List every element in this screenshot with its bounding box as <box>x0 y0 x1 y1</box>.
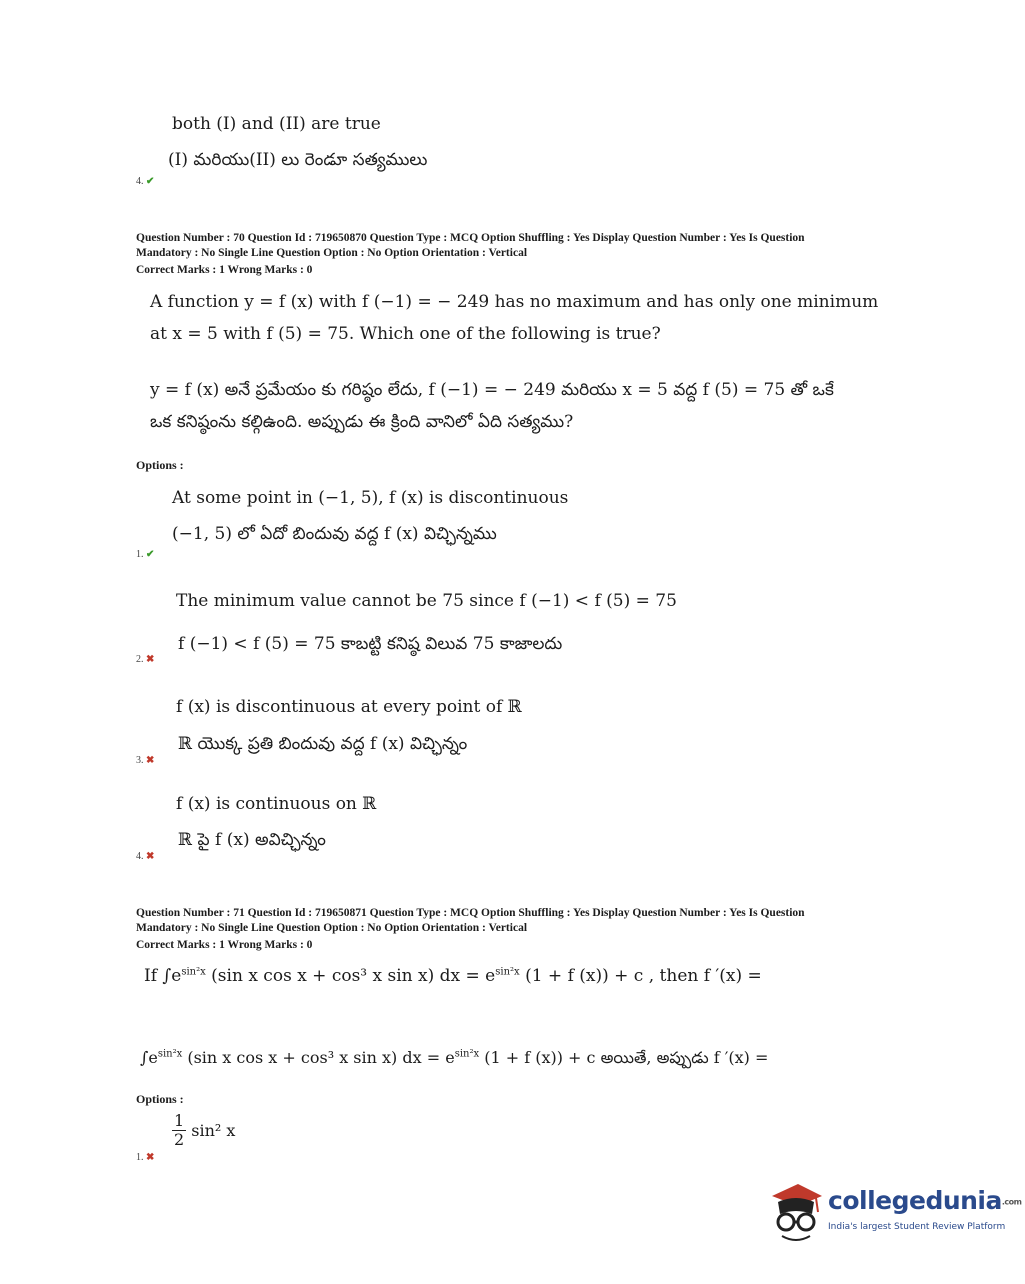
exponent: sin²x <box>454 1048 480 1060</box>
option-2-english: The minimum value cannot be 75 since f (−1) < f (5) = 75 <box>176 591 677 611</box>
wrong-cross-icon: ✖ <box>146 755 155 766</box>
option-4-telugu: ℝ పై f (x) అవిచ్ఛిన్నం <box>178 830 326 850</box>
integral-expression: ∫e <box>162 966 182 986</box>
option-expression: sin² x <box>191 1121 236 1140</box>
options-label: Options : <box>136 458 184 472</box>
option-1-english: At some point in (−1, 5), f (x) is discontinuous <box>172 488 569 508</box>
question-71-text-english <box>144 966 762 986</box>
option-4-marker <box>136 851 154 862</box>
option-3-marker <box>136 755 154 766</box>
question-71-text-telugu <box>140 1048 768 1071</box>
integral-expression: ∫e <box>140 1048 158 1067</box>
option-3-telugu: ℝ యొక్క ప్రతి బిందువు వద్ద f (x) విచ్ఛిన్నం <box>178 734 468 754</box>
option-number: 3. <box>136 755 144 766</box>
logo-suffix: .com <box>1001 1197 1022 1207</box>
question-line: A function y = f (x) with f (−1) = − 249 has no maximum and has only one minimum <box>150 292 879 312</box>
option-number: 2. <box>136 654 144 665</box>
meta-line: Question Number : 71 Question Id : 719650871 Question Type : MCQ Option Shuffling : Yes Display Question Number : Yes Is Question <box>136 907 805 919</box>
exponent: sin²x <box>495 966 520 978</box>
question-line: y = f (x) అనే ప్రమేయం కు గరిష్ఠం లేదు, f (−1) = − 249 మరియు x = 5 వద్ద f (5) = 75 తో ఒకే <box>150 380 834 400</box>
question-71-meta <box>136 906 896 953</box>
collegedunia-logo <box>766 1176 1022 1246</box>
option-2-marker <box>136 654 154 665</box>
mascot-icon <box>766 1178 824 1244</box>
option-number: 1. <box>136 1152 144 1163</box>
option-4-english: f (x) is continuous on ℝ <box>176 794 377 814</box>
q71-option-1-marker <box>136 1152 154 1163</box>
q71-option-1 <box>172 1112 235 1149</box>
logo-name: collegedunia <box>828 1186 1002 1215</box>
fraction <box>172 1112 186 1149</box>
meta-line: Mandatory : No Single Line Question Option : No Option Orientation : Vertical <box>136 247 528 259</box>
options-label: Options : <box>136 1092 184 1106</box>
numerator: 1 <box>174 1111 185 1130</box>
option-number: 4. <box>136 851 144 862</box>
question-line: ఒక కనిష్ఠంను కల్గిఉంది. అప్పుడు ఈ క్రింది వానిలో ఏది సత్యము? <box>150 412 574 432</box>
option-2-telugu: f (−1) < f (5) = 75 కాబట్టి కనిష్ఠ విలువ 75 కాజాలదు <box>178 634 563 654</box>
meta-line: Correct Marks : 1 Wrong Marks : 0 <box>136 939 313 951</box>
wrong-cross-icon: ✖ <box>146 654 155 665</box>
option-1-marker <box>136 549 154 560</box>
integrand: (sin x cos x + cos³ x sin x) dx = e <box>187 1048 455 1067</box>
logo-tagline: India's largest Student Review Platform <box>828 1222 1006 1232</box>
exponent: sin²x <box>157 1048 183 1060</box>
integrand: (sin x cos x + cos³ x sin x) dx = e <box>211 966 496 986</box>
question-70-text-english <box>150 286 878 350</box>
logo-wordmark <box>828 1186 1022 1215</box>
meta-line: Question Number : 70 Question Id : 719650870 Question Type : MCQ Option Shuffling : Yes Display Question Number : Yes Is Question <box>136 232 805 244</box>
correct-check-icon: ✔ <box>146 176 155 187</box>
question-tail: (1 + f (x)) + c అయితే, అప్పుడు f ′(x) = <box>484 1048 769 1067</box>
question-tail: (1 + f (x)) + c , then f ′(x) = <box>525 966 762 986</box>
denominator: 2 <box>174 1130 185 1149</box>
correct-check-icon: ✔ <box>146 549 155 560</box>
question-70-meta <box>136 231 896 278</box>
prev-option-english: both (I) and (II) are true <box>172 114 381 134</box>
option-1-telugu: (−1, 5) లో ఏదో బిందువు వద్ద f (x) విచ్ఛిన్నము <box>172 524 497 544</box>
meta-line: Correct Marks : 1 Wrong Marks : 0 <box>136 264 313 276</box>
meta-line: Mandatory : No Single Line Question Option : No Option Orientation : Vertical <box>136 922 528 934</box>
question-line: at x = 5 with f (5) = 75. Which one of the following is true? <box>150 324 661 344</box>
wrong-cross-icon: ✖ <box>146 851 155 862</box>
option-number: 4. <box>136 176 144 187</box>
option-3-english: f (x) is discontinuous at every point of ℝ <box>176 697 522 717</box>
question-70-text-telugu <box>150 374 834 438</box>
option-number: 1. <box>136 549 144 560</box>
prev-option-telugu: (I) మరియు(II) లు రెండూ సత్యములు <box>168 150 428 170</box>
exponent: sin²x <box>181 966 206 978</box>
prev-option-marker <box>136 176 154 187</box>
question-prefix: If <box>144 966 158 986</box>
wrong-cross-icon: ✖ <box>146 1152 155 1163</box>
